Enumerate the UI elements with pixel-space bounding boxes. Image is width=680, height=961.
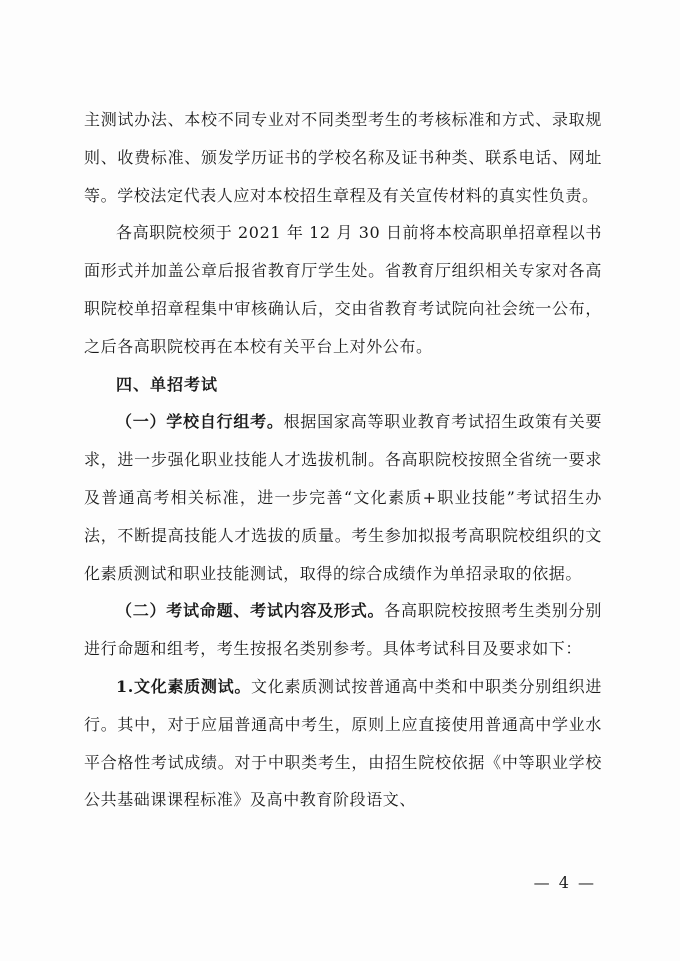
paragraph-lead: （二）考试命题、考试内容及形式。: [116, 601, 385, 621]
paragraph-text: 各高职院校须于 2021 年 12 月 30 日前将本校高职单招章程以书面形式并加盖公章后报省教育厅学生处。省教育厅组织相关专家对各高职院校单招章程集中审核确认后，交由省教育考试院向社会统一公布，之后各高职院校再在本校有关平台上对外公布。: [84, 223, 602, 356]
paragraph-continued: [84, 101, 602, 214]
paragraph-lead: （一）学校自行组考。: [116, 412, 284, 432]
paragraph-lead: 1.文化素质测试。: [116, 676, 252, 696]
paragraph-submission-deadline: [84, 214, 602, 365]
page-number: — 4 —: [533, 873, 596, 892]
section-heading: 四、单招考试: [116, 374, 219, 394]
paragraph-exam-content: [84, 592, 602, 668]
paragraph-self-organized-exam: [84, 403, 602, 592]
paragraph-text: 各高职院校按照考生类别分别进行命题和组考，考生按报名类别参考。具体考试科目及要求如下：: [84, 601, 602, 659]
body-text: [84, 101, 602, 819]
paragraph-cultural-test: [84, 668, 602, 819]
paragraph-text: 主测试办法、本校不同专业对不同类型考生的考核标准和方式、录取规则、收费标准、颁发学历证书的学校名称及证书种类、联系电话、网址等。学校法定代表人应对本校招生章程及有关宣传材料的真实性负责。: [84, 110, 602, 205]
paragraph-text: 文化素质测试按普通高中类和中职类分别组织进行。其中，对于应届普通高中考生，原则上应直接使用普通高中学业水平合格性考试成绩。对于中职类考生，由招生院校依据《中等职业学校公共基础课课程标准》及高中教育阶段语文、: [84, 676, 602, 810]
paragraph-text: 根据国家高等职业教育考试招生政策有关要求，进一步强化职业技能人才选拔机制。各高职院校按照全省统一要求及普通高考相关标准，进一步完善“文化素质+职业技能”考试招生办法，不断提高技能人才选拔的质量。考生参加拟报考高职院校组织的文化素质测试和职业技能测试，取得的综合成绩作为单招录取的依据。: [84, 412, 602, 583]
